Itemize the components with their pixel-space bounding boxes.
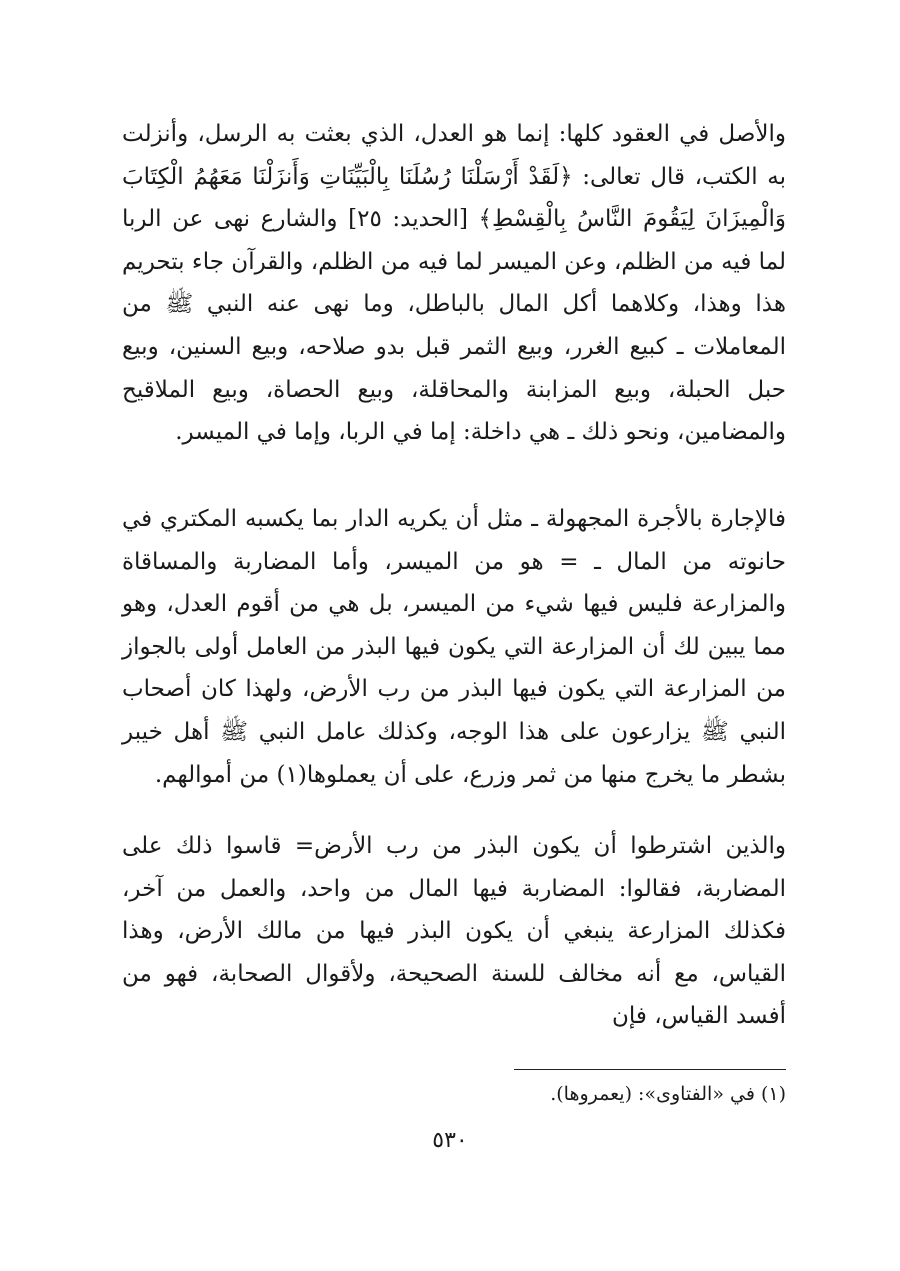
paragraph-2 — [122, 498, 786, 796]
footnote-separator — [514, 1069, 786, 1070]
paragraph-2-text: فالإجارة بالأجرة المجهولة ـ مثل أن يكريه الدار بما يكسبه المكتري في حانوته من المال ـ = هو من الميسر، وأما المضاربة والمساقاة والمزارعة فليس فيها شيء من الميسر، بل هي من أقوم العدل، وهو مما يبين لك أن المزارعة التي يكون فيها البذر من العامل أولى بالجواز من المزارعة التي يكون فيها البذر من رب الأرض، ولهذا كان أصحاب النبي ﷺ يزارعون على هذا الوجه، وكذلك عامل النبي ﷺ أهل خيبر بشطر ما يخرج منها من ثمر وزرع، على أن يعملوها(١) من أموالهم. — [122, 506, 786, 788]
paragraph-1 — [122, 113, 786, 454]
paragraph-3-text: والذين اشترطوا أن يكون البذر من رب الأرض= قاسوا ذلك على المضاربة، فقالوا: المضاربة فيها المال من واحد، والعمل من آخر، فكذلك المزارعة ينبغي أن يكون البذر فيها من مالك الأرض، وهذا القياس، مع أنه مخالف للسنة الصحيحة، ولأقوال الصحابة، فهو من أفسد القياس، فإن — [122, 833, 786, 1030]
page-number: ٥٣٠ — [432, 1128, 468, 1153]
paragraph-3 — [122, 825, 786, 1038]
paragraph-1-text: والأصل في العقود كلها: إنما هو العدل، الذي بعثت به الرسل، وأنزلت به الكتب، قال تعالى: ﴿لَقَدْ أَرْسَلْنَا رُسُلَنَا بِالْبَيِّنَاتِ وَأَنزَلْنَا مَعَهُمُ الْكِتَابَ وَالْمِيزَانَ لِيَقُومَ النَّاسُ بِالْقِسْطِ﴾ [الحديد: ٢٥] والشارع نهى عن الربا لما فيه من الظلم، وعن الميسر لما فيه من الظلم، والقرآن جاء بتحريم هذا وهذا، وكلاهما أكل المال بالباطل، وما نهى عنه النبي ﷺ من المعاملات ـ كبيع الغرر، وبيع الثمر قبل بدو صلاحه، وبيع السنين، وبيع حبل الحبلة، وبيع المزابنة والمحاقلة، وبيع الحصاة، وبيع الملاقيح والمضامين، ونحو ذلك ـ هي داخلة: إما في الربا، وإما في الميسر. — [122, 121, 786, 446]
footnote: (١) في «الفتاوى»: (يعمروها). — [550, 1083, 786, 1105]
